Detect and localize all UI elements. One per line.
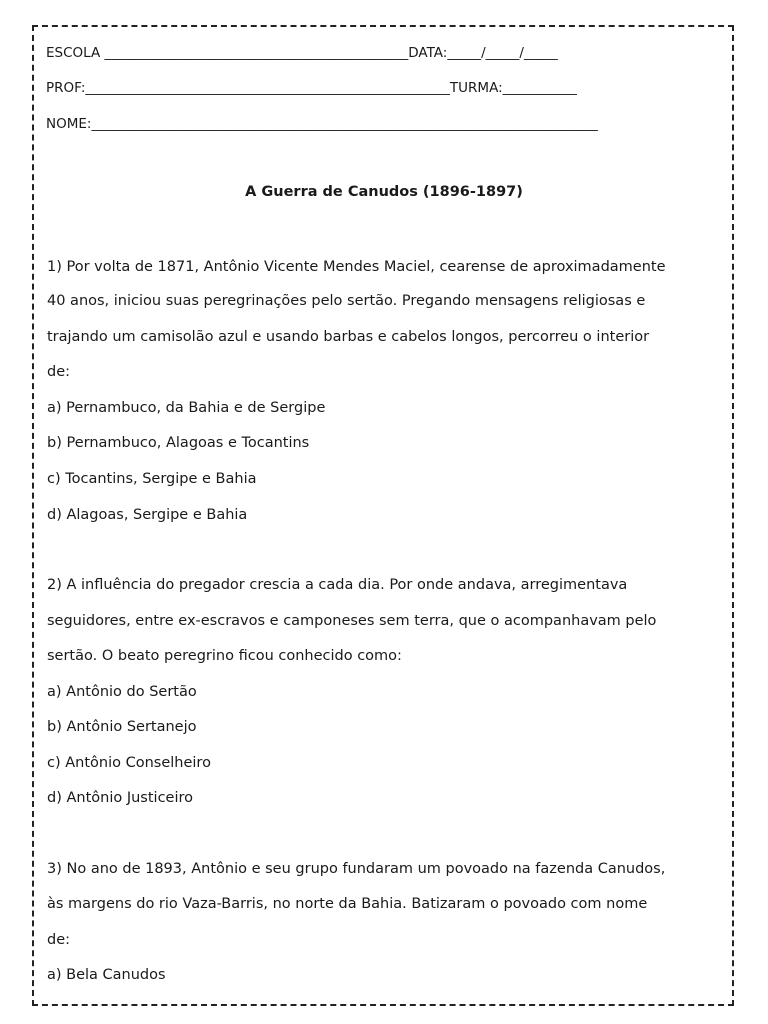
question-2-stem-line-1: 2) A influência do pregador crescia a cada dia. Por onde andava, arregimentava <box>47 577 628 593</box>
question-3-stem-line-3: de: <box>47 932 71 948</box>
question-1-option-b: b) Pernambuco, Alagoas e Tocantins <box>47 435 310 451</box>
worksheet-title: A Guerra de Canudos (1896-1897) <box>245 184 523 200</box>
question-1-stem-line-1: 1) Por volta de 1871, Antônio Vicente Mendes Maciel, cearense de aproximadamente <box>47 259 666 275</box>
question-3-option-a: a) Bela Canudos <box>47 967 166 983</box>
question-2-option-d: d) Antônio Justiceiro <box>47 790 194 806</box>
nome-line: NOME:___________________________________________________________________________ <box>46 116 598 132</box>
escola-data-line: ESCOLA _____________________________________________DATA:_____/_____/_____ <box>46 45 558 61</box>
question-1-stem-line-3: trajando um camisolão azul e usando barbas e cabelos longos, percorreu o interior <box>47 329 650 345</box>
question-2-stem-line-3: sertão. O beato peregrino ficou conhecido como: <box>47 648 402 664</box>
question-3-stem-line-2: às margens do rio Vaza-Barris, no norte da Bahia. Batizaram o povoado com nome <box>47 896 648 912</box>
prof-turma-line: PROF:______________________________________________________TURMA:___________ <box>46 80 577 96</box>
question-2-option-a: a) Antônio do Sertão <box>47 684 197 700</box>
question-3-stem-line-1: 3) No ano de 1893, Antônio e seu grupo fundaram um povoado na fazenda Canudos, <box>47 861 666 877</box>
question-1-option-c: c) Tocantins, Sergipe e Bahia <box>47 471 257 487</box>
question-2-stem-line-2: seguidores, entre ex-escravos e camponeses sem terra, que o acompanhavam pelo <box>47 613 657 629</box>
question-1-option-d: d) Alagoas, Sergipe e Bahia <box>47 507 248 523</box>
question-2-option-b: b) Antônio Sertanejo <box>47 719 197 735</box>
question-1-stem-line-2: 40 anos, iniciou suas peregrinações pelo sertão. Pregando mensagens religiosas e <box>47 293 646 309</box>
question-1-option-a: a) Pernambuco, da Bahia e de Sergipe <box>47 400 326 416</box>
question-2-option-c: c) Antônio Conselheiro <box>47 755 211 771</box>
question-1-stem-line-4: de: <box>47 364 71 380</box>
